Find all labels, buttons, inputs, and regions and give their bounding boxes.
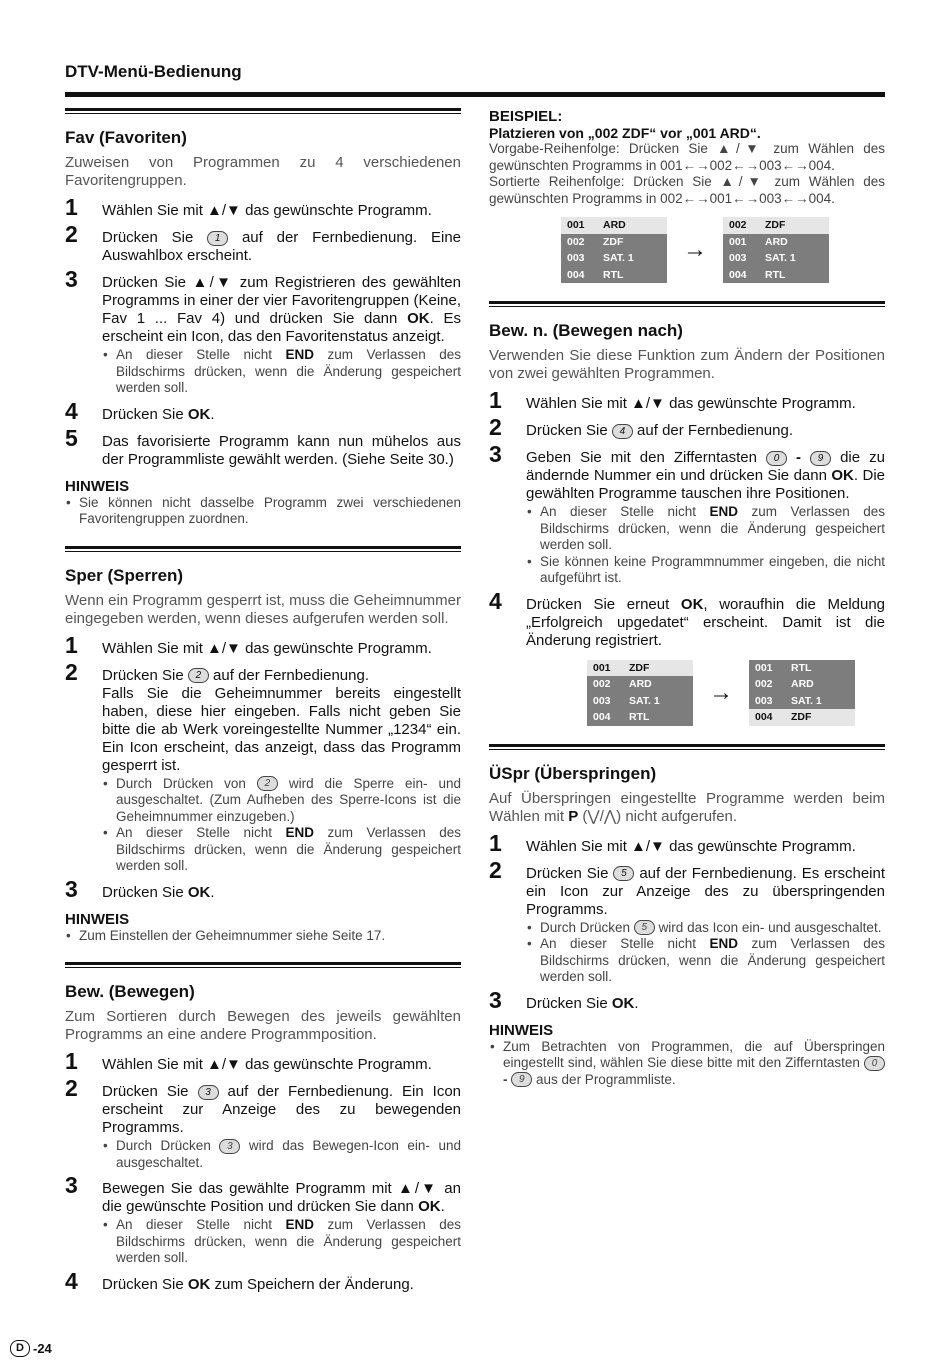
ok-key-label: OK <box>831 467 854 484</box>
bullet-text: wird die Sperre ein- und ausgeschaltet. (Zum Aufheben des Sperre-Icons ist die Geheimnummer einzugeben.) <box>116 775 461 824</box>
step-text: Das favorisierte Programm kann nun mühelos aus der Programmliste gewählt werden. (Siehe Seite 30.) <box>102 432 461 468</box>
bullet-text: Durch Drücken <box>116 1138 211 1153</box>
step <box>65 658 461 875</box>
bullet-text: Durch Drücken <box>540 919 631 935</box>
remote-button-0-icon: 0 <box>864 1056 885 1071</box>
program-number: 004 <box>755 711 773 724</box>
example-title: BEISPIEL: <box>489 108 563 125</box>
bullet-text: zum Verlassen des Bildschirms drücken, wenn die Änderung gespeichert werden soll. <box>540 936 885 984</box>
bullet-text: An dieser Stelle nicht <box>116 825 272 840</box>
step-text: auf der Fernbedienung. Eine Auswahlbox erscheint. <box>102 229 462 264</box>
remote-button-3-icon: 3 <box>219 1139 240 1154</box>
program-row <box>561 234 667 251</box>
program-number: 001 <box>567 219 585 232</box>
note-text: • Sie können nicht dasselbe Programm zwei verschiedenen Favoritengruppen zuordnen. <box>65 495 461 528</box>
remote-button-5-icon: 5 <box>634 920 655 935</box>
program-row <box>749 693 855 710</box>
remote-button-0-icon: 0 <box>766 451 787 466</box>
step-text: . <box>634 994 639 1012</box>
ok-key-label: OK <box>187 883 211 901</box>
program-row <box>723 250 829 267</box>
program-name: ZDF <box>629 661 650 674</box>
ok-key-label: OK <box>418 1198 441 1215</box>
step-number: 2 <box>489 856 502 883</box>
step-text: die zu ändernde Nummer ein und drücken Sie dann <box>526 449 885 484</box>
program-row <box>723 234 829 251</box>
remote-button-2-icon: 2 <box>188 668 209 683</box>
step-text: Drücken Sie <box>102 1083 189 1100</box>
note-title: HINWEIS <box>489 1021 554 1039</box>
step-text: Drücken Sie ▲/▼ zum Registrieren des gewählten Programms in einer der vier Favoritengruppen (Keine, Fav 1 ... Fav 4) und drücken Sie dann <box>102 274 461 327</box>
remote-button-9-icon: 9 <box>511 1072 532 1087</box>
bullet-text: zum Verlassen des Bildschirms drücken, wenn die Änderung gespeichert werden soll. <box>116 347 461 395</box>
bullet <box>526 920 885 937</box>
ok-key-label: OK <box>187 1275 211 1293</box>
section-rule <box>489 744 885 750</box>
step-text: Drücken Sie <box>102 883 184 901</box>
program-row <box>723 217 829 234</box>
program-name: ARD <box>791 678 814 691</box>
step-number: 1 <box>65 1048 78 1074</box>
step-number: 1 <box>489 829 502 856</box>
step-number: 1 <box>489 387 502 413</box>
right-column <box>489 108 885 1088</box>
step-text: zum Speichern der Änderung. <box>214 1275 414 1293</box>
program-number: 003 <box>567 252 585 265</box>
step-text: . <box>210 883 215 901</box>
program-table-after <box>749 660 855 726</box>
program-name: RTL <box>629 711 650 724</box>
program-row <box>587 676 693 693</box>
program-number: 001 <box>755 661 773 674</box>
example-line: Sortierte Reihenfolge: Drücken Sie ▲/▼ zum Wählen des gewünschten Programms in 002←→001←→003←→004. <box>489 174 885 206</box>
program-name: ZDF <box>791 711 812 724</box>
section-title-bew: Bew. (Bewegen) <box>65 982 195 1001</box>
program-name: ZDF <box>603 235 624 248</box>
section-title-bewn: Bew. n. (Bewegen nach) <box>489 321 683 340</box>
range-dash: - <box>503 1071 508 1087</box>
step-text: Drücken Sie <box>102 666 184 684</box>
section-intro: Verwenden Sie diese Funktion zum Ändern der Positionen von zwei gewählten Programmen. <box>489 347 885 382</box>
section-rule <box>65 962 461 968</box>
swap-tables <box>587 660 885 726</box>
remote-button-5-icon: 5 <box>613 866 634 881</box>
note-text <box>489 1039 885 1089</box>
bullet <box>526 504 885 554</box>
step-text: . Die gewählten Programme tauschen ihre Positionen. <box>526 467 885 502</box>
right-arrow-icon: → <box>709 678 733 706</box>
program-name: RTL <box>765 268 786 281</box>
remote-button-3-icon: 3 <box>198 1085 219 1100</box>
bullet <box>102 1138 461 1171</box>
step <box>489 829 885 856</box>
bullet <box>102 776 461 826</box>
step <box>489 387 885 413</box>
program-number: 003 <box>755 694 773 707</box>
step-text: Drücken Sie <box>102 1275 184 1293</box>
step-text: Wählen Sie mit ▲/▼ das gewünschte Programm. <box>102 1056 432 1073</box>
program-number: 001 <box>593 661 611 674</box>
step-text: Drücken Sie <box>526 864 609 882</box>
step <box>65 221 462 265</box>
remote-button-4-icon: 4 <box>612 424 633 439</box>
section-rule <box>65 546 461 552</box>
section-title-fav: Fav (Favoriten) <box>65 128 187 147</box>
step-text: Bewegen Sie das gewählte Programm mit ▲/▼ an die gewünschte Position und drücken Sie dann <box>102 1180 461 1215</box>
page-number: -24 <box>33 1341 52 1356</box>
page-header-title: DTV-Menü-Bedienung <box>65 62 242 81</box>
note <box>65 911 461 945</box>
ok-key-label: OK <box>187 405 211 423</box>
program-name: SAT. 1 <box>603 252 634 265</box>
bullet-text: An dieser Stelle nicht <box>540 936 696 951</box>
right-arrow-icon: → <box>683 236 707 263</box>
program-name: ARD <box>603 219 626 232</box>
step-text: Wählen Sie mit ▲/▼ das gewünschte Programm. <box>102 639 432 657</box>
step <box>65 875 461 902</box>
note-text-part: aus der Programmliste. <box>536 1071 676 1087</box>
step-number: 3 <box>65 875 78 902</box>
top-rule <box>65 92 885 97</box>
step-number: 3 <box>65 1172 78 1198</box>
example-line: Vorgabe-Reihenfolge: Drücken Sie ▲/▼ zum Wählen des gewünschten Programms in 001←→002←→003←→004. <box>489 141 885 173</box>
step <box>489 414 885 440</box>
section-intro: Zum Sortieren durch Bewegen des jeweils gewählten Programms an eine andere Programmposition. <box>65 1008 461 1043</box>
program-number: 001 <box>729 235 747 248</box>
bullet <box>102 347 461 397</box>
step-text: , woraufhin die Meldung „Erfolgreich upgedatet“ erscheint. Damit ist die Änderung registriert. <box>526 595 886 649</box>
step <box>489 587 886 650</box>
program-table-after <box>723 217 829 283</box>
end-key-label: END <box>285 1217 314 1232</box>
program-row <box>587 709 693 726</box>
program-name: RTL <box>791 661 812 674</box>
p-key-label: P <box>568 807 579 825</box>
program-row <box>561 267 667 284</box>
step <box>65 631 461 658</box>
step-number: 2 <box>65 221 78 247</box>
step-text: Drücken Sie erneut <box>526 595 670 613</box>
program-number: 002 <box>729 219 747 232</box>
program-name: RTL <box>603 268 624 281</box>
note-text-part: Zum Betrachten von Programmen, die auf Überspringen eingestellt sind, wählen Sie diese bitte mit den Zifferntasten <box>503 1038 885 1070</box>
end-key-label: END <box>285 825 314 840</box>
step-number: 2 <box>65 1075 78 1101</box>
intro-text: (⋁/⋀) nicht aufgerufen. <box>582 807 738 825</box>
bullet-text: zum Verlassen des Bildschirms drücken, wenn die Änderung gespeichert werden soll. <box>540 504 885 552</box>
program-number: 003 <box>729 252 747 265</box>
step-text: . <box>210 405 215 423</box>
step <box>65 1267 461 1294</box>
remote-button-1-icon: 1 <box>207 231 228 246</box>
end-key-label: END <box>709 504 738 519</box>
bullet-text: Durch Drücken von <box>116 775 246 791</box>
program-number: 002 <box>567 235 585 248</box>
example-subtitle: Platzieren von „002 ZDF“ vor „001 ARD“. <box>489 125 761 141</box>
step-text: Wählen Sie mit ▲/▼ das gewünschte Programm. <box>102 202 432 219</box>
program-table-before <box>587 660 693 726</box>
step <box>65 1075 462 1171</box>
program-row <box>749 660 855 677</box>
program-number: 004 <box>567 268 585 281</box>
left-column <box>65 108 461 1303</box>
language-badge: D <box>10 1340 30 1357</box>
section-title-sper: Sper (Sperren) <box>65 565 184 585</box>
bullet-text: wird das Bewegen-Icon ein- und ausgeschaltet. <box>116 1138 461 1170</box>
section-rule <box>489 301 885 307</box>
step <box>65 194 461 220</box>
end-key-label: END <box>285 347 314 362</box>
step-text: Falls Sie die Geheimnummer bereits eingestellt haben, diese hier eingeben. Falls nicht geben Sie bitte die ab Werk voreingestellte Nummer „1234“ ein. Ein Icon erscheint, das anzeigt, dass das Programm gesperrt ist. <box>102 684 461 774</box>
bullet <box>526 936 885 986</box>
section-title-uspr: ÜSpr (Überspringen) <box>489 763 657 783</box>
step-list <box>65 194 462 469</box>
step-text: Drücken Sie <box>102 229 194 246</box>
section-intro <box>489 790 885 826</box>
program-row <box>749 709 855 726</box>
bullet: • Sie können keine Programmnummer eingeben, die nicht aufgeführt ist. <box>526 554 885 587</box>
program-name: SAT. 1 <box>765 252 796 265</box>
bullet-text: An dieser Stelle nicht <box>540 504 696 519</box>
program-row <box>561 250 667 267</box>
step-text: Wählen Sie mit ▲/▼ das gewünschte Programm. <box>526 837 856 855</box>
step-text: Drücken Sie <box>102 405 184 423</box>
step <box>65 266 461 397</box>
end-key-label: END <box>709 936 738 951</box>
step <box>489 856 886 986</box>
note-title: HINWEIS <box>65 910 130 928</box>
step-number: 4 <box>65 1267 78 1294</box>
step-number: 2 <box>65 658 78 685</box>
bullet-text: zum Verlassen des Bildschirms drücken, wenn die Änderung gespeichert werden soll. <box>116 1217 461 1265</box>
step <box>65 424 461 469</box>
program-name: SAT. 1 <box>791 694 822 707</box>
step-text: auf der Fernbedienung. <box>213 666 369 684</box>
remote-button-9-icon: 9 <box>810 451 831 466</box>
bullet <box>102 1217 461 1267</box>
bullet-text: An dieser Stelle nicht <box>116 1217 272 1232</box>
program-number: 002 <box>593 678 611 691</box>
step-number: 3 <box>65 266 78 292</box>
step-text: auf der Fernbedienung. Ein Icon erscheint zur Anzeige des zu bewegenden Programms. <box>102 1083 462 1136</box>
note-title: HINWEIS <box>65 477 130 495</box>
program-row <box>723 267 829 284</box>
ok-key-label: OK <box>611 994 635 1012</box>
step <box>65 1048 461 1074</box>
section-rule <box>65 108 461 114</box>
page-footer <box>10 1340 52 1357</box>
step-number: 4 <box>489 587 502 614</box>
step <box>65 1172 461 1267</box>
step <box>489 441 885 587</box>
bullet-text: An dieser Stelle nicht <box>116 347 272 362</box>
step-text: auf der Fernbedienung. <box>637 422 793 439</box>
step-number: 4 <box>65 397 78 424</box>
ok-key-label: OK <box>680 595 704 613</box>
range-dash: - <box>796 449 802 466</box>
program-number: 002 <box>755 678 773 691</box>
program-name: SAT. 1 <box>629 694 660 707</box>
remote-button-2-icon: 2 <box>257 776 278 791</box>
ok-key-label: OK <box>407 310 430 327</box>
section-intro: Zuweisen von Programmen zu 4 verschiedenen Favoritengruppen. <box>65 154 461 189</box>
step <box>65 397 461 424</box>
note <box>489 1022 885 1089</box>
note-text: • Zum Einstellen der Geheimnummer siehe Seite 17. <box>65 928 461 945</box>
program-row <box>749 676 855 693</box>
program-row <box>561 217 667 234</box>
program-name: ZDF <box>765 219 786 232</box>
program-number: 004 <box>729 268 747 281</box>
step-text: Geben Sie mit den Zifferntasten <box>526 449 757 466</box>
step-text: . <box>440 1198 445 1215</box>
step-number: 1 <box>65 194 78 220</box>
intro-text: Auf Überspringen eingestellte Programme werden beim Wählen mit <box>489 789 885 825</box>
bullet <box>102 825 461 875</box>
step-text: Wählen Sie mit ▲/▼ das gewünschte Programm. <box>526 395 856 412</box>
example-tables <box>561 217 885 283</box>
example-block <box>489 108 885 283</box>
section-intro: Wenn ein Programm gesperrt ist, muss die Geheimnummer eingegeben werden, wenn dieses aufgerufen werden soll. <box>65 591 461 627</box>
step-number: 2 <box>489 414 502 440</box>
step-number: 1 <box>65 631 78 658</box>
step <box>489 986 885 1013</box>
program-number: 003 <box>593 694 611 707</box>
program-row <box>587 660 693 677</box>
program-number: 004 <box>593 711 611 724</box>
step-text: Drücken Sie <box>526 422 608 439</box>
note <box>65 478 461 528</box>
step-text: auf der Fernbedienung. Es erscheint ein Icon zur Anzeige des zu überspringenden Programms. <box>526 864 886 918</box>
program-table-before <box>561 217 667 283</box>
program-name: ARD <box>765 235 788 248</box>
step-number: 3 <box>489 986 502 1013</box>
step-text: Drücken Sie <box>526 994 608 1012</box>
bullet-text: zum Verlassen des Bildschirms drücken, wenn die Änderung gespeichert werden soll. <box>116 825 461 873</box>
program-row <box>587 693 693 710</box>
step-text: . Es erscheint ein Icon, das den Favoritenstatus anzeigt. <box>102 310 461 345</box>
step-number: 3 <box>489 441 502 467</box>
program-name: ARD <box>629 678 652 691</box>
step-number: 5 <box>65 424 78 451</box>
bullet-text: wird das Icon ein- und ausgeschaltet. <box>658 919 882 935</box>
